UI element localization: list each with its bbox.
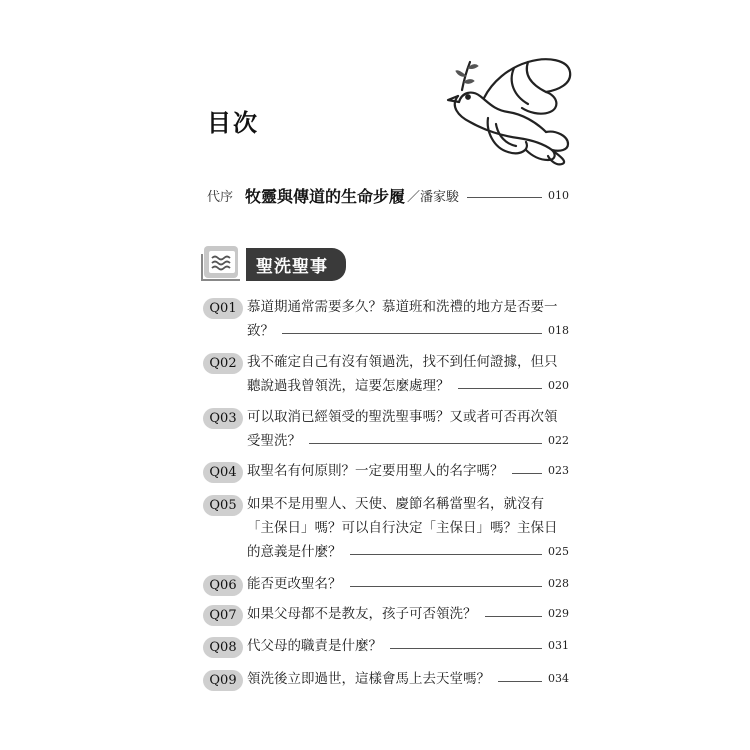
leader-line <box>467 197 542 198</box>
toc-entry-q04[interactable] <box>203 462 569 483</box>
question-number-badge: Q09 <box>203 670 243 691</box>
question-text: 可以取消已經領受的聖洗聖事嗎？又或者可否再次領 <box>247 409 558 425</box>
leader-line <box>282 333 542 334</box>
toc-entry-q02[interactable] <box>203 353 569 398</box>
question-number-badge: Q05 <box>203 495 243 516</box>
page-number: 028 <box>548 577 569 590</box>
question-number-badge: Q07 <box>203 605 243 626</box>
toc-entry-q08[interactable] <box>203 637 569 658</box>
question-text: 取聖名有何原則？一定要用聖人的名字嗎？ <box>247 463 504 479</box>
question-text: 領洗後立即過世，這樣會馬上去天堂嗎？ <box>247 671 490 687</box>
question-text: 代父母的職責是什麼？ <box>247 638 382 654</box>
section-header <box>200 244 346 284</box>
question-number-badge: Q06 <box>203 575 243 596</box>
preface-entry[interactable] <box>207 184 569 206</box>
toc-entry-q01[interactable] <box>203 298 569 343</box>
question-text: 慕道期通常需要多久？慕道班和洗禮的地方是否要一 <box>247 299 558 315</box>
leader-line <box>512 473 543 474</box>
preface-author: ／潘家駿 <box>407 189 460 205</box>
page-number: 022 <box>548 434 569 447</box>
page-number: 031 <box>548 639 569 652</box>
page-title: 目次 <box>207 109 259 137</box>
question-text: 聽說過我曾領洗，這要怎麼處理？ <box>247 378 450 394</box>
toc-entry-q05[interactable] <box>203 495 569 564</box>
toc-entry-q03[interactable] <box>203 408 569 453</box>
page-number: 034 <box>548 672 569 685</box>
toc-entry-q06[interactable] <box>203 575 569 596</box>
section-title: 聖洗聖事 <box>246 248 346 281</box>
question-text: 致？ <box>247 323 274 339</box>
leader-line <box>309 443 542 444</box>
toc-entry-q07[interactable] <box>203 605 569 626</box>
leader-line <box>350 554 543 555</box>
question-number-badge: Q08 <box>203 637 243 658</box>
leader-line <box>390 648 542 649</box>
question-number-badge: Q04 <box>203 462 243 483</box>
question-text: 受聖洗？ <box>247 433 301 449</box>
question-text: 如果不是用聖人、天使、慶節名稱當聖名，就沒有 <box>247 496 544 512</box>
question-text: 如果父母都不是教友，孩子可否領洗？ <box>247 606 477 622</box>
page-number: 025 <box>548 545 569 558</box>
leader-line <box>498 681 542 682</box>
question-text: 「主保日」嗎？可以自行決定「主保日」嗎？主保日 <box>247 520 558 536</box>
page-number: 010 <box>548 188 569 202</box>
leader-line <box>350 586 543 587</box>
leader-line <box>485 616 543 617</box>
question-text: 的意義是什麼？ <box>247 544 342 560</box>
question-number-badge: Q01 <box>203 298 243 319</box>
question-text: 能否更改聖名？ <box>247 576 342 592</box>
leader-line <box>458 388 543 389</box>
page-number: 020 <box>548 379 569 392</box>
water-icon <box>200 244 244 284</box>
page-number: 018 <box>548 324 569 337</box>
question-text: 我不確定自己有沒有領過洗，找不到任何證據，但只 <box>247 354 558 370</box>
page-number: 029 <box>548 607 569 620</box>
toc-entry-q09[interactable] <box>203 670 569 691</box>
dove-illustration <box>428 52 578 167</box>
preface-title: 牧靈與傳道的生命步履 <box>245 186 406 206</box>
preface-label: 代序 <box>207 189 234 205</box>
question-number-badge: Q03 <box>203 408 243 429</box>
page-number: 023 <box>548 464 569 477</box>
question-number-badge: Q02 <box>203 353 243 374</box>
